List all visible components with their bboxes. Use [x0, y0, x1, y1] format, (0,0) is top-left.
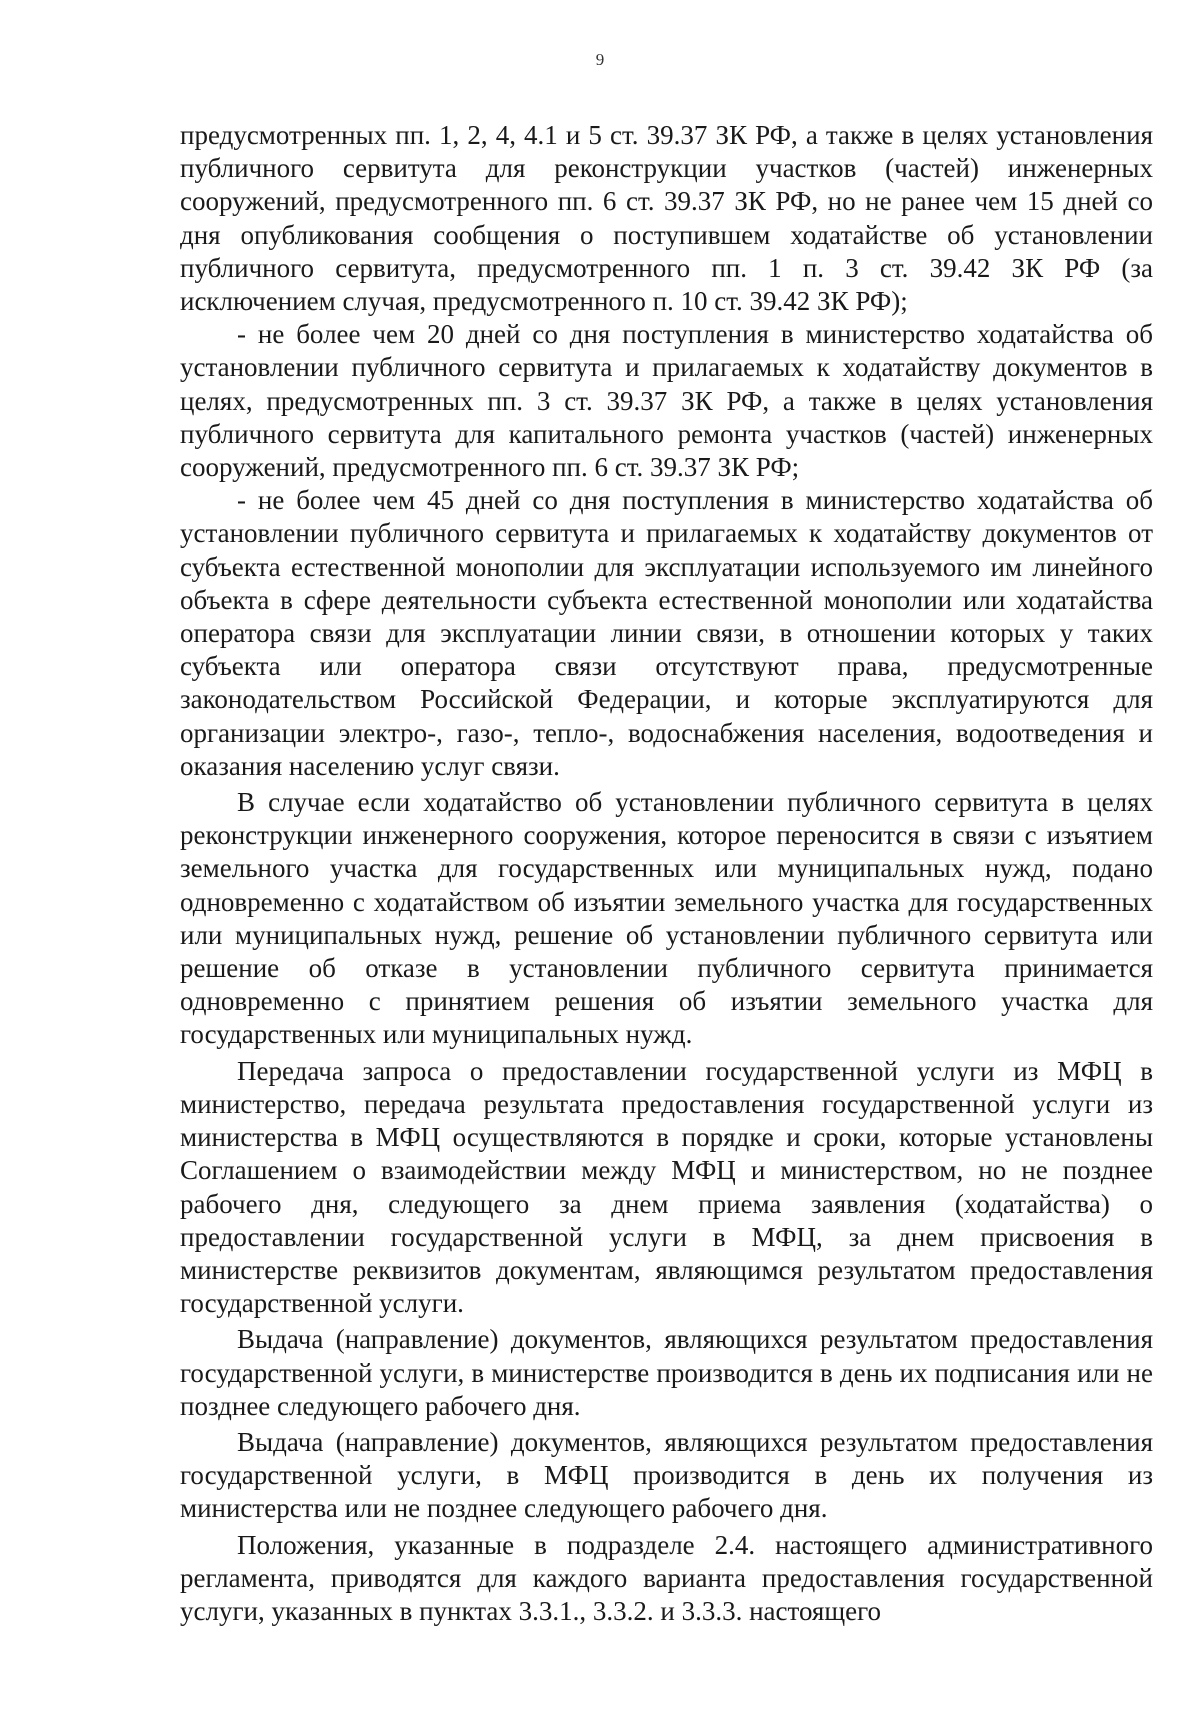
paragraph-continuation: предусмотренных пп. 1, 2, 4, 4.1 и 5 ст. 39.37 ЗК РФ, а также в целях установления публичного сервитута для реконструкции участков (частей) инженерных сооружений, предусмотренного пп. 6 ст. 39.37 ЗК РФ, но не ранее чем 15 дней со дня опубликования сообщения о поступившем ходатайстве об установлении публичного сервитута, предусмотренного пп. 1 п. 3 ст. 39.42 ЗК РФ (за исключением случая, предусмотренного п. 10 ст. 39.42 ЗК РФ);: [180, 120, 1153, 317]
paragraph-issue-mfc: Выдача (направление) документов, являющихся результатом предоставления государственной услуги, в МФЦ производится в день их получения из министерства или не позднее следующего рабочего дня.: [180, 1426, 1153, 1524]
paragraph-issue-ministry: Выдача (направление) документов, являющихся результатом предоставления государственной услуги, в министерстве производится в день их подписания или не позднее следующего рабочего дня.: [180, 1324, 1153, 1421]
paragraph-provisions: Положения, указанные в подразделе 2.4. настоящего административного регламента, приводятся для каждого варианта предоставления государственной услуги, указанных в пунктах 3.3.1., 3.3.2. и 3.3.3. настоящего: [180, 1529, 1153, 1626]
page-number: 9: [595, 50, 605, 69]
paragraph-reconstruction-case: В случае если ходатайство об установлении публичного сервитута в целях реконструкции инженерного сооружения, которое переносится в связи с изъятием земельного участка для государственных или муниципальных нужд, подано одновременно с ходатайством об изъятии земельного участка для государственных или муниципальных нужд, решение об установлении публичного сервитута или решение об отказе в установлении публичного сервитута принимается одновременно с принятием решения об изъятии земельного участка для государственных или муниципальных нужд.: [180, 787, 1153, 1050]
paragraph-mfc-transfer: Передача запроса о предоставлении государственной услуги из МФЦ в министерство, передача результата предоставления государственной услуги из министерства в МФЦ осуществляются в порядке и сроки, которые установлены Соглашением о взаимодействии между МФЦ и министерством, но не позднее рабочего дня, следующего за днем приема заявления (ходатайства) о предоставлении государственной услуги в МФЦ, за днем присвоения в министерстве реквизитов документам, являющимся результатом предоставления государственной услуги.: [180, 1055, 1153, 1319]
paragraph-list-item-45-days: - не более чем 45 дней со дня поступления в министерство ходатайства об установлении публичного сервитута и прилагаемых к ходатайству документов от субъекта естественной монополии для эксплуатации используемого им линейного объекта в сфере деятельности субъекта естественной монополии или ходатайства оператора связи для эксплуатации линии связи, в отношении которых у таких субъекта или оператора связи отсутствуют права, предусмотренные законодательством Российской Федерации, и которые эксплуатируются для организации электро-, газо-, тепло-, водоснабжения населения, водоотведения и оказания населению услуг связи.: [180, 485, 1153, 781]
paragraph-list-item-20-days: - не более чем 20 дней со дня поступления в министерство ходатайства об установлении публичного сервитута и прилагаемых к ходатайству документов в целях, предусмотренных пп. 3 ст. 39.37 ЗК РФ, а также в целях установления публичного сервитута для капитального ремонта участков (частей) инженерных сооружений, предусмотренного пп. 6 ст. 39.37 ЗК РФ;: [180, 319, 1153, 483]
document-body: [180, 119, 1153, 1628]
